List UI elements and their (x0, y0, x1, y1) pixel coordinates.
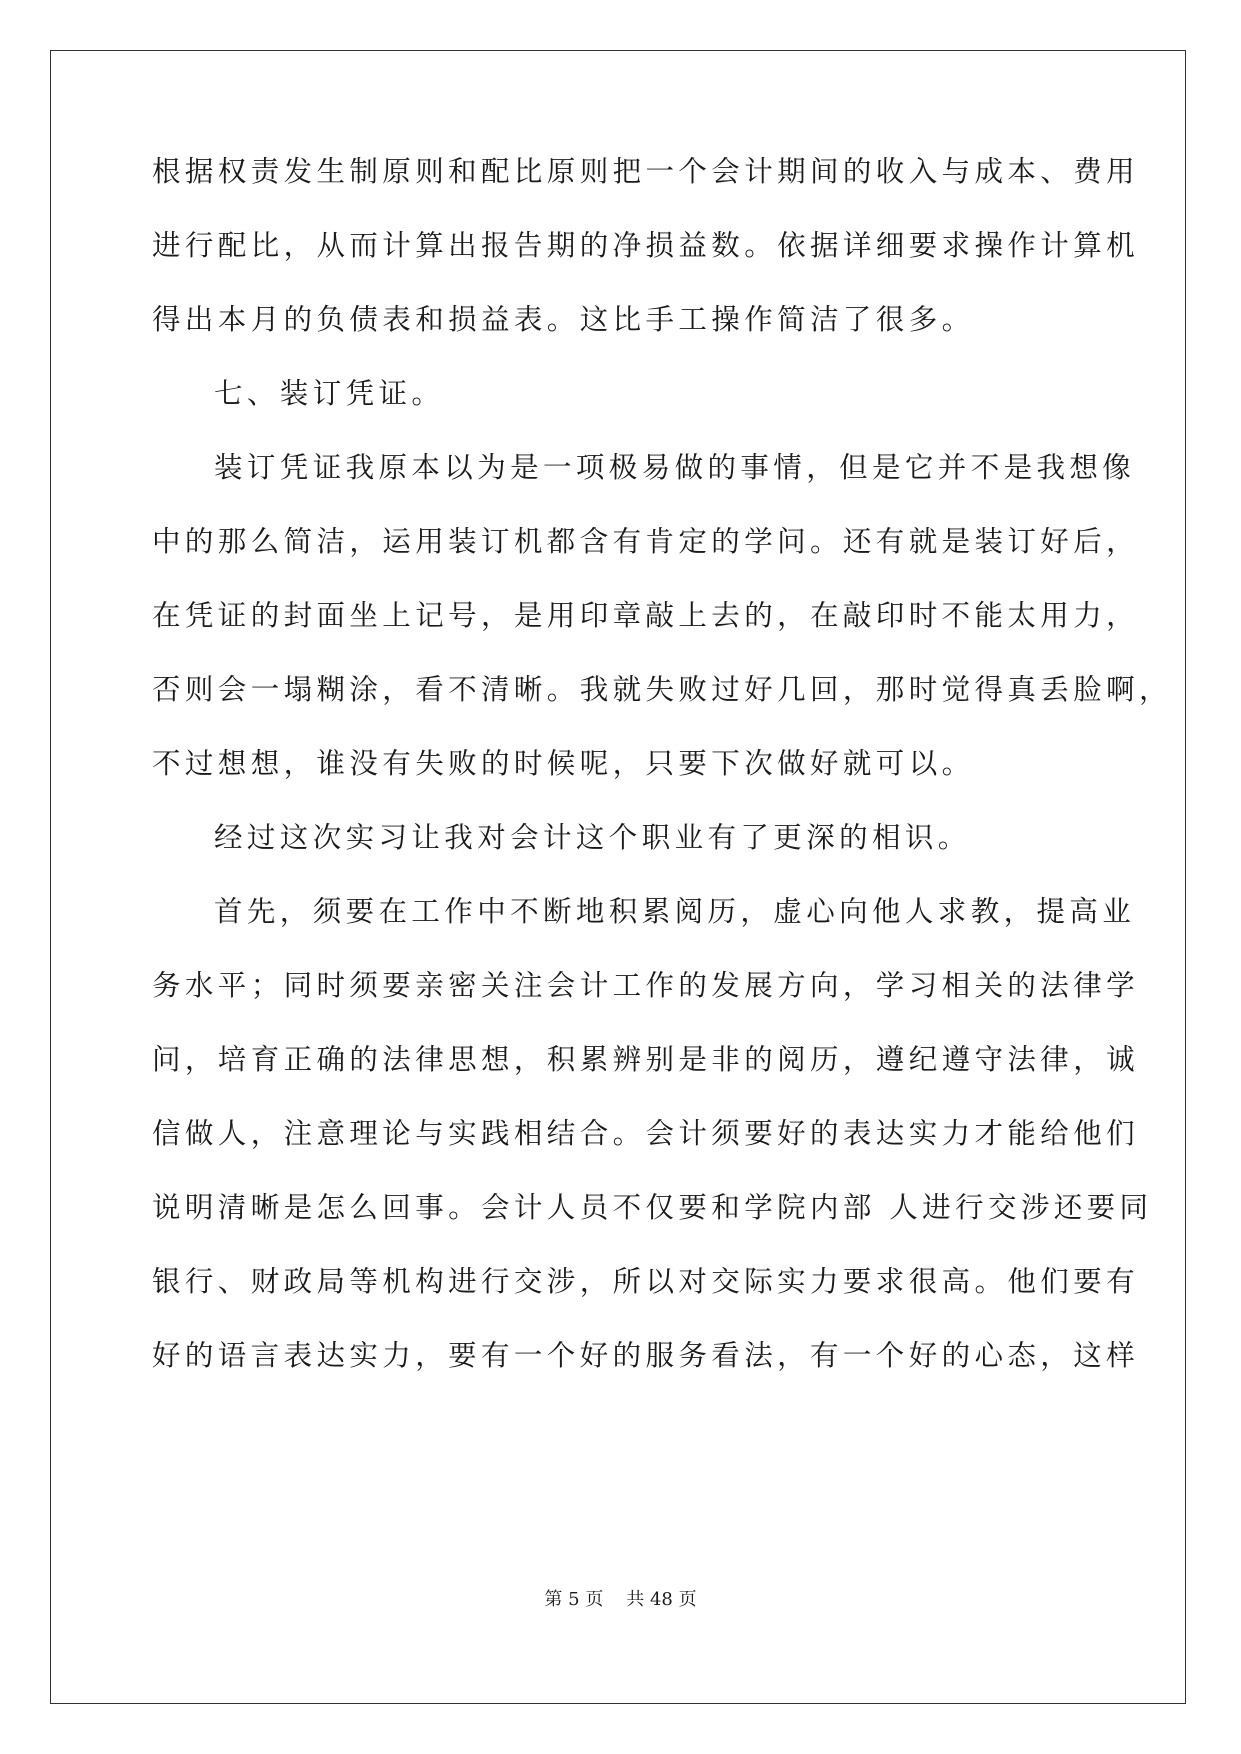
body-line: 不过想想，谁没有失败的时候呢，只要下次做好就可以。 (152, 747, 975, 780)
body-line: 中的那么简洁，运用装订机都含有肯定的学问。还有就是装订好后， (152, 525, 1140, 558)
body-line: 在凭证的封面坐上记号，是用印章敲上去的，在敲印时不能太用力， (152, 599, 1140, 632)
body-line: 务水平；同时须要亲密关注会计工作的发展方向，学习相关的法律学 (152, 969, 1140, 1002)
page-footer (0, 1585, 1241, 1611)
body-line: 首先，须要在工作中不断地积累阅历，虚心向他人求教，提高业 (214, 895, 1136, 928)
page-total: 共 48 页 (626, 1589, 697, 1610)
body-line: 好的语言表达实力，要有一个好的服务看法，有一个好的心态，这样 (152, 1339, 1140, 1372)
body-line: 否则会一塌糊涂，看不清晰。我就失败过好几回，那时觉得真丢脸啊， (152, 673, 1172, 706)
body-line: 根据权责发生制原则和配比原则把一个会计期间的收入与成本、费用 (152, 155, 1140, 188)
body-line: 问，培育正确的法律思想，积累辨别是非的阅历，遵纪遵守法律，诚 (152, 1043, 1140, 1076)
body-line: 信做人，注意理论与实践相结合。会计须要好的表达实力才能给他们 (152, 1117, 1140, 1150)
body-line: 装订凭证我原本以为是一项极易做的事情，但是它并不是我想像 (214, 451, 1136, 484)
body-line: 经过这次实习让我对会计这个职业有了更深的相识。 (214, 821, 971, 854)
body-line: 进行配比，从而计算出报告期的净损益数。依据详细要求操作计算机 (152, 229, 1140, 262)
body-line: 得出本月的负债表和损益表。这比手工操作简洁了很多。 (152, 303, 975, 336)
body-line: 说明清晰是怎么回事。会计人员不仅要和学院内部 人进行交涉还要同 (152, 1191, 1153, 1224)
page-number: 第 5 页 (544, 1589, 604, 1610)
page-border (50, 50, 1186, 1704)
body-line: 银行、财政局等机构进行交涉，所以对交际实力要求很高。他们要有 (152, 1265, 1140, 1298)
section-heading: 七、装订凭证。 (214, 377, 445, 410)
